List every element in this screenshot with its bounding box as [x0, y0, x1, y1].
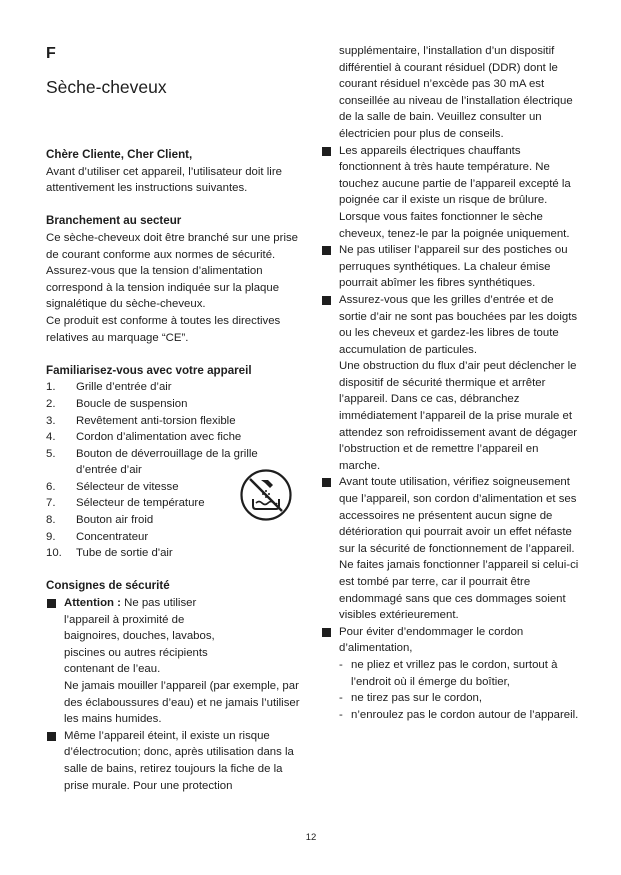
- list-item: [46, 396, 302, 413]
- attention-label: Attention :: [64, 597, 121, 610]
- safety-bullet: [321, 624, 579, 657]
- bullet-text: [64, 595, 240, 678]
- bullet-text: Assurez-vous que les grilles d’entrée et de sortie d’air ne sont pas bouchées par les doigts ou les cheveux et gardez-les libres de toute accumulation de particules.: [339, 293, 578, 356]
- item-text: Sélecteur de vitesse: [76, 480, 179, 493]
- item-number: 6.: [46, 480, 56, 493]
- right-column: [321, 43, 579, 723]
- greeting-text: Avant d’utiliser cet appareil, l’utilisateur doit lire attentivement les instructions suivantes.: [46, 165, 282, 195]
- bullet-text: Ne jamais mouiller l’appareil (par exemple, par des éclaboussures d’eau) et ne jamais l’utiliser les mains humides.: [64, 680, 300, 726]
- dash-icon: -: [339, 708, 343, 721]
- list-item: [46, 379, 302, 396]
- safety-bullet-continued: [321, 43, 579, 143]
- square-bullet-icon: [47, 599, 56, 608]
- safety-bullet: [46, 595, 302, 678]
- bullet-text: supplémentaire, l’installation d’un dispositif différentiel à courant résiduel (DDR) dont le courant résiduel n’excède pas 30 mA est conseillée au niveau de l’installation électrique de la salle de bain. Veuillez consulter un électricien pour plus de conseils.: [339, 45, 573, 140]
- bullet-text: Même l’appareil éteint, il existe un risque d’électrocution; donc, après utilisation dans la salle de bains, retirez toujours la fiche de la prise murale. Pour une protection: [64, 729, 294, 792]
- item-number: 1.: [46, 381, 56, 394]
- list-item: [46, 545, 302, 562]
- item-number: 7.: [46, 497, 56, 510]
- safety-section: [46, 578, 302, 794]
- safety-bullet: [321, 143, 579, 243]
- item-number: 3.: [46, 414, 56, 427]
- item-text: Boucle de suspension: [76, 397, 188, 410]
- mains-title: Branchement au secteur: [46, 214, 182, 228]
- square-bullet-icon: [322, 296, 331, 305]
- safety-bullet: [321, 292, 579, 475]
- list-item: [46, 413, 302, 430]
- mains-paragraph: Assurez-vous que la tension d’alimentation correspond à la tension indiquée sur la plaque signalétique du sèche-cheveux.: [46, 265, 280, 311]
- item-number: 9.: [46, 530, 56, 543]
- mains-paragraph: Ce sèche-cheveux doit être branché sur une prise de courant conforme aux normes de sécurité.: [46, 231, 299, 261]
- item-text: Bouton air froid: [76, 514, 154, 527]
- item-text: Revêtement anti-torsion flexible: [76, 414, 236, 427]
- safety-title: Consignes de sécurité: [46, 579, 170, 593]
- square-bullet-icon: [322, 628, 331, 637]
- dash-text: n’enroulez pas le cordon autour de l’appareil.: [351, 708, 579, 721]
- dash-text: ne tirez pas sur le cordon,: [351, 692, 483, 705]
- bullet-text: Les appareils électriques chauffants fonctionnent à très haute température. Ne touchez aucune partie de l’appareil excepté la poignée car il existe un risque de brûlure. Lorsque vous faites fonctionner le sèche cheveux, tenez-le par la poignée uniquement.: [339, 144, 571, 240]
- mains-section: [46, 213, 302, 346]
- language-marker: F: [46, 45, 56, 62]
- dash-item: [339, 707, 579, 724]
- bullet-text: Ne faites jamais fonctionner l’appareil si celui-ci est tombé par terre, car il pourrait être endommagé sans que ces dommages soient visibles extérieurement.: [339, 559, 579, 622]
- safety-bullet: [321, 474, 579, 623]
- item-text: Cordon d’alimentation avec fiche: [76, 431, 242, 444]
- list-item: [46, 529, 302, 546]
- parts-section: [46, 363, 302, 562]
- item-text: Concentrateur: [76, 530, 149, 543]
- safety-bullet: [321, 242, 579, 292]
- bullet-text: Ne pas utiliser l’appareil sur des postiches ou perruques synthétiques. La chaleur émise pourrait abîmer les fibres synthétiques.: [339, 244, 568, 290]
- page-title: Sèche-cheveux: [46, 77, 167, 97]
- dash-item: [339, 657, 579, 690]
- no-water-bath-icon: [239, 468, 293, 522]
- bullet-text: Une obstruction du flux d’air peut déclencher le dispositif de sécurité thermique et arrêter l’appareil. Dans ce cas, débranchez immédiatement l’appareil de la prise murale et attendez son refroidissement avant de dégager l’obstruction et de remettre l’appareil en marche.: [339, 360, 578, 472]
- greeting-title: Chère Cliente, Cher Client,: [46, 148, 193, 161]
- dash-icon: -: [339, 658, 343, 671]
- safety-bullet: [46, 728, 302, 794]
- item-number: 10.: [46, 547, 62, 560]
- item-number: 8.: [46, 514, 56, 527]
- item-text: Bouton de déverrouillage de la grille d’entrée d’air: [76, 447, 258, 477]
- dash-icon: -: [339, 692, 343, 705]
- safety-bullet-continued: [46, 678, 302, 728]
- greeting-section: [46, 147, 302, 197]
- item-number: 2.: [46, 397, 56, 410]
- mains-paragraph: Ce produit est conforme à toutes les directives relatives au marquage “CE”.: [46, 314, 281, 344]
- attention-text: Ne pas utiliser l’appareil à proximité de baignoires, douches, lavabos, piscines ou autres récipients contenant de l’eau.: [64, 597, 215, 676]
- bullet-text: Avant toute utilisation, vérifiez soigneusement que l’appareil, son cordon d’alimentation et ses accessoires ne présentent aucun signe de détérioration qui pourrait avoir un effet néfaste sur la sécurité de fonctionnement de l’appareil.: [339, 476, 577, 555]
- list-item: [46, 429, 302, 446]
- item-number: 5.: [46, 447, 56, 460]
- square-bullet-icon: [322, 478, 331, 487]
- dash-text: ne pliez et vrillez pas le cordon, surtout à l’endroit où il émerge du boîtier,: [351, 658, 558, 688]
- item-text: Tube de sortie d'air: [76, 547, 173, 560]
- square-bullet-icon: [322, 147, 331, 156]
- dash-item: [339, 690, 579, 707]
- bullet-text: Pour éviter d’endommager le cordon d’alimentation,: [339, 625, 524, 655]
- parts-title: Familiarisez-vous avec votre appareil: [46, 363, 252, 377]
- item-text: Sélecteur de température: [76, 497, 205, 510]
- page-number: 12: [305, 832, 317, 843]
- item-text: Grille d’entrée d’air: [76, 381, 172, 394]
- square-bullet-icon: [47, 732, 56, 741]
- square-bullet-icon: [322, 246, 331, 255]
- item-number: 4.: [46, 431, 56, 444]
